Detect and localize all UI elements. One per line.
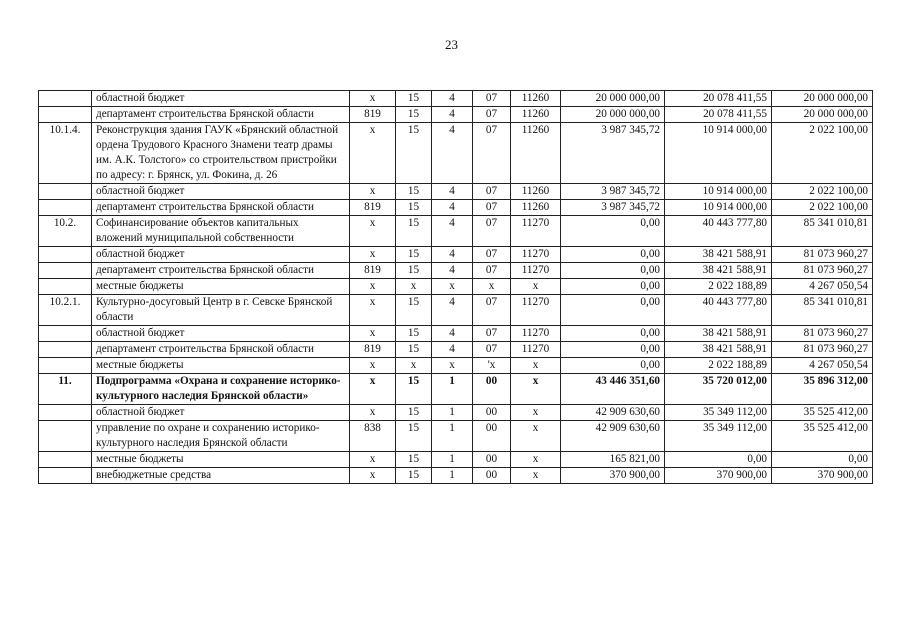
row-number-cell [39,107,92,123]
table-row [39,452,873,468]
section-code-cell: 15 [396,216,432,247]
amount-year3-cell: 20 000 000,00 [772,91,873,107]
row-number-cell [39,279,92,295]
grbs-code-cell: x [350,279,396,295]
amount-year2-cell: 38 421 588,91 [665,247,772,263]
amount-year3-cell: 20 000 000,00 [772,107,873,123]
section-code-cell: 15 [396,200,432,216]
amount-year3-cell: 2 022 100,00 [772,200,873,216]
amount-year3-cell: 35 525 412,00 [772,405,873,421]
row-number-cell [39,421,92,452]
item-code-cell: 07 [473,342,511,358]
amount-year2-cell: 10 914 000,00 [665,123,772,184]
row-name-cell: областной бюджет [92,247,350,263]
subsection-code-cell: 4 [432,123,473,184]
item-code-cell: 07 [473,263,511,279]
expense-code-cell: 11270 [511,295,561,326]
item-code-cell: x [473,279,511,295]
amount-year2-cell: 10 914 000,00 [665,200,772,216]
table-row [39,107,873,123]
section-code-cell: 15 [396,342,432,358]
grbs-code-cell: 819 [350,200,396,216]
amount-year1-cell: 370 900,00 [561,468,665,484]
table-row [39,421,873,452]
amount-year1-cell: 3 987 345,72 [561,123,665,184]
amount-year3-cell: 370 900,00 [772,468,873,484]
table-row [39,123,873,184]
amount-year1-cell: 42 909 630,60 [561,421,665,452]
amount-year3-cell: 81 073 960,27 [772,247,873,263]
table-row [39,184,873,200]
grbs-code-cell: x [350,358,396,374]
row-name-cell: областной бюджет [92,91,350,107]
subsection-code-cell: 1 [432,468,473,484]
amount-year1-cell: 43 446 351,60 [561,374,665,405]
expense-code-cell: 11260 [511,107,561,123]
row-name-cell: местные бюджеты [92,452,350,468]
section-code-cell: 15 [396,184,432,200]
amount-year2-cell: 2 022 188,89 [665,358,772,374]
subsection-code-cell: 4 [432,107,473,123]
item-code-cell: 07 [473,200,511,216]
row-number-cell: 10.2.1. [39,295,92,326]
budget-table [38,90,873,484]
row-name-cell: управление по охране и сохранению историко-культурного наследия Брянской области [92,421,350,452]
row-name-cell: внебюджетные средства [92,468,350,484]
table-row [39,91,873,107]
amount-year2-cell: 38 421 588,91 [665,342,772,358]
grbs-code-cell: x [350,247,396,263]
row-name-cell: Культурно-досуговый Центр в г. Севске Брянской области [92,295,350,326]
row-number-cell [39,91,92,107]
section-code-cell: 15 [396,263,432,279]
amount-year2-cell: 0,00 [665,452,772,468]
row-number-cell [39,263,92,279]
table-row [39,374,873,405]
subsection-code-cell: 4 [432,216,473,247]
grbs-code-cell: 819 [350,263,396,279]
table-row [39,263,873,279]
amount-year2-cell: 38 421 588,91 [665,263,772,279]
amount-year1-cell: 42 909 630,60 [561,405,665,421]
amount-year1-cell: 0,00 [561,263,665,279]
section-code-cell: 15 [396,452,432,468]
expense-code-cell: 11270 [511,342,561,358]
amount-year3-cell: 0,00 [772,452,873,468]
subsection-code-cell: 1 [432,452,473,468]
amount-year2-cell: 40 443 777,80 [665,216,772,247]
item-code-cell: 07 [473,123,511,184]
expense-code-cell: 11270 [511,216,561,247]
amount-year3-cell: 35 525 412,00 [772,421,873,452]
row-name-cell: областной бюджет [92,326,350,342]
amount-year2-cell: 40 443 777,80 [665,295,772,326]
row-name-cell: департамент строительства Брянской области [92,200,350,216]
subsection-code-cell: 4 [432,295,473,326]
grbs-code-cell: x [350,216,396,247]
amount-year2-cell: 35 349 112,00 [665,405,772,421]
amount-year2-cell: 20 078 411,55 [665,91,772,107]
expense-code-cell: x [511,405,561,421]
row-number-cell: 10.2. [39,216,92,247]
amount-year3-cell: 4 267 050,54 [772,279,873,295]
item-code-cell: 00 [473,405,511,421]
item-code-cell: 07 [473,91,511,107]
amount-year1-cell: 20 000 000,00 [561,91,665,107]
section-code-cell: 15 [396,421,432,452]
row-number-cell [39,358,92,374]
table-row [39,295,873,326]
table-row [39,358,873,374]
row-number-cell: 10.1.4. [39,123,92,184]
row-number-cell [39,452,92,468]
grbs-code-cell: x [350,326,396,342]
item-code-cell: 07 [473,295,511,326]
row-number-cell [39,405,92,421]
grbs-code-cell: 838 [350,421,396,452]
expense-code-cell: 11260 [511,91,561,107]
amount-year1-cell: 3 987 345,72 [561,184,665,200]
subsection-code-cell: 4 [432,263,473,279]
amount-year1-cell: 0,00 [561,342,665,358]
item-code-cell: 00 [473,452,511,468]
item-code-cell: 'x [473,358,511,374]
section-code-cell: 15 [396,91,432,107]
grbs-code-cell: x [350,91,396,107]
grbs-code-cell: x [350,123,396,184]
table-row [39,468,873,484]
row-number-cell: 11. [39,374,92,405]
row-name-cell: областной бюджет [92,405,350,421]
subsection-code-cell: 1 [432,421,473,452]
item-code-cell: 07 [473,247,511,263]
amount-year3-cell: 81 073 960,27 [772,342,873,358]
amount-year3-cell: 85 341 010,81 [772,216,873,247]
expense-code-cell: x [511,358,561,374]
row-name-cell: Реконструкция здания ГАУК «Брянский областной ордена Трудового Красного Знамени театр драмы им. А.К. Толстого» со строительством пристройки по адресу: г. Брянск, ул. Фокина, д. 26 [92,123,350,184]
expense-code-cell: x [511,468,561,484]
section-code-cell: 15 [396,326,432,342]
table-row [39,405,873,421]
subsection-code-cell: 1 [432,405,473,421]
subsection-code-cell: 4 [432,91,473,107]
item-code-cell: 07 [473,184,511,200]
item-code-cell: 00 [473,421,511,452]
subsection-code-cell: x [432,358,473,374]
subsection-code-cell: 4 [432,326,473,342]
amount-year2-cell: 10 914 000,00 [665,184,772,200]
amount-year3-cell: 35 896 312,00 [772,374,873,405]
amount-year1-cell: 0,00 [561,279,665,295]
section-code-cell: x [396,358,432,374]
expense-code-cell: 11260 [511,200,561,216]
row-name-cell: областной бюджет [92,184,350,200]
section-code-cell: 15 [396,123,432,184]
section-code-cell: 15 [396,247,432,263]
row-name-cell: департамент строительства Брянской области [92,107,350,123]
section-code-cell: x [396,279,432,295]
section-code-cell: 15 [396,374,432,405]
amount-year3-cell: 2 022 100,00 [772,184,873,200]
expense-code-cell: 11270 [511,326,561,342]
section-code-cell: 15 [396,468,432,484]
table-row [39,216,873,247]
row-name-cell: департамент строительства Брянской области [92,342,350,358]
expense-code-cell: 11270 [511,247,561,263]
row-number-cell [39,247,92,263]
page-number: 23 [445,37,458,52]
subsection-code-cell: 4 [432,184,473,200]
item-code-cell: 07 [473,326,511,342]
expense-code-cell: x [511,452,561,468]
row-name-cell: Подпрограмма «Охрана и сохранение историко-культурного наследия Брянской области» [92,374,350,405]
expense-code-cell: x [511,374,561,405]
subsection-code-cell: 4 [432,342,473,358]
table-row [39,342,873,358]
grbs-code-cell: 819 [350,342,396,358]
item-code-cell: 07 [473,107,511,123]
row-number-cell [39,342,92,358]
amount-year1-cell: 20 000 000,00 [561,107,665,123]
amount-year1-cell: 3 987 345,72 [561,200,665,216]
row-name-cell: департамент строительства Брянской области [92,263,350,279]
amount-year2-cell: 35 349 112,00 [665,421,772,452]
amount-year1-cell: 0,00 [561,247,665,263]
amount-year2-cell: 38 421 588,91 [665,326,772,342]
section-code-cell: 15 [396,405,432,421]
item-code-cell: 07 [473,216,511,247]
amount-year3-cell: 81 073 960,27 [772,326,873,342]
amount-year2-cell: 35 720 012,00 [665,374,772,405]
table-row [39,247,873,263]
expense-code-cell: 11270 [511,263,561,279]
subsection-code-cell: 1 [432,374,473,405]
amount-year1-cell: 0,00 [561,326,665,342]
expense-code-cell: 11260 [511,123,561,184]
amount-year3-cell: 2 022 100,00 [772,123,873,184]
subsection-code-cell: 4 [432,200,473,216]
item-code-cell: 00 [473,468,511,484]
row-name-cell: Софинансирование объектов капитальных вложений муниципальной собственности [92,216,350,247]
grbs-code-cell: 819 [350,107,396,123]
row-name-cell: местные бюджеты [92,279,350,295]
amount-year1-cell: 0,00 [561,358,665,374]
expense-code-cell: x [511,421,561,452]
row-number-cell [39,468,92,484]
amount-year2-cell: 2 022 188,89 [665,279,772,295]
table-row [39,200,873,216]
grbs-code-cell: x [350,405,396,421]
row-number-cell [39,200,92,216]
row-name-cell: местные бюджеты [92,358,350,374]
table-body [39,91,873,484]
expense-code-cell: x [511,279,561,295]
grbs-code-cell: x [350,468,396,484]
grbs-code-cell: x [350,295,396,326]
subsection-code-cell: x [432,279,473,295]
row-number-cell [39,184,92,200]
table-row [39,279,873,295]
amount-year2-cell: 370 900,00 [665,468,772,484]
expense-code-cell: 11260 [511,184,561,200]
amount-year3-cell: 4 267 050,54 [772,358,873,374]
section-code-cell: 15 [396,107,432,123]
amount-year1-cell: 0,00 [561,295,665,326]
amount-year3-cell: 81 073 960,27 [772,263,873,279]
row-number-cell [39,326,92,342]
amount-year3-cell: 85 341 010,81 [772,295,873,326]
item-code-cell: 00 [473,374,511,405]
subsection-code-cell: 4 [432,247,473,263]
amount-year1-cell: 0,00 [561,216,665,247]
amount-year2-cell: 20 078 411,55 [665,107,772,123]
table-row [39,326,873,342]
section-code-cell: 15 [396,295,432,326]
grbs-code-cell: x [350,184,396,200]
grbs-code-cell: x [350,374,396,405]
grbs-code-cell: x [350,452,396,468]
amount-year1-cell: 165 821,00 [561,452,665,468]
